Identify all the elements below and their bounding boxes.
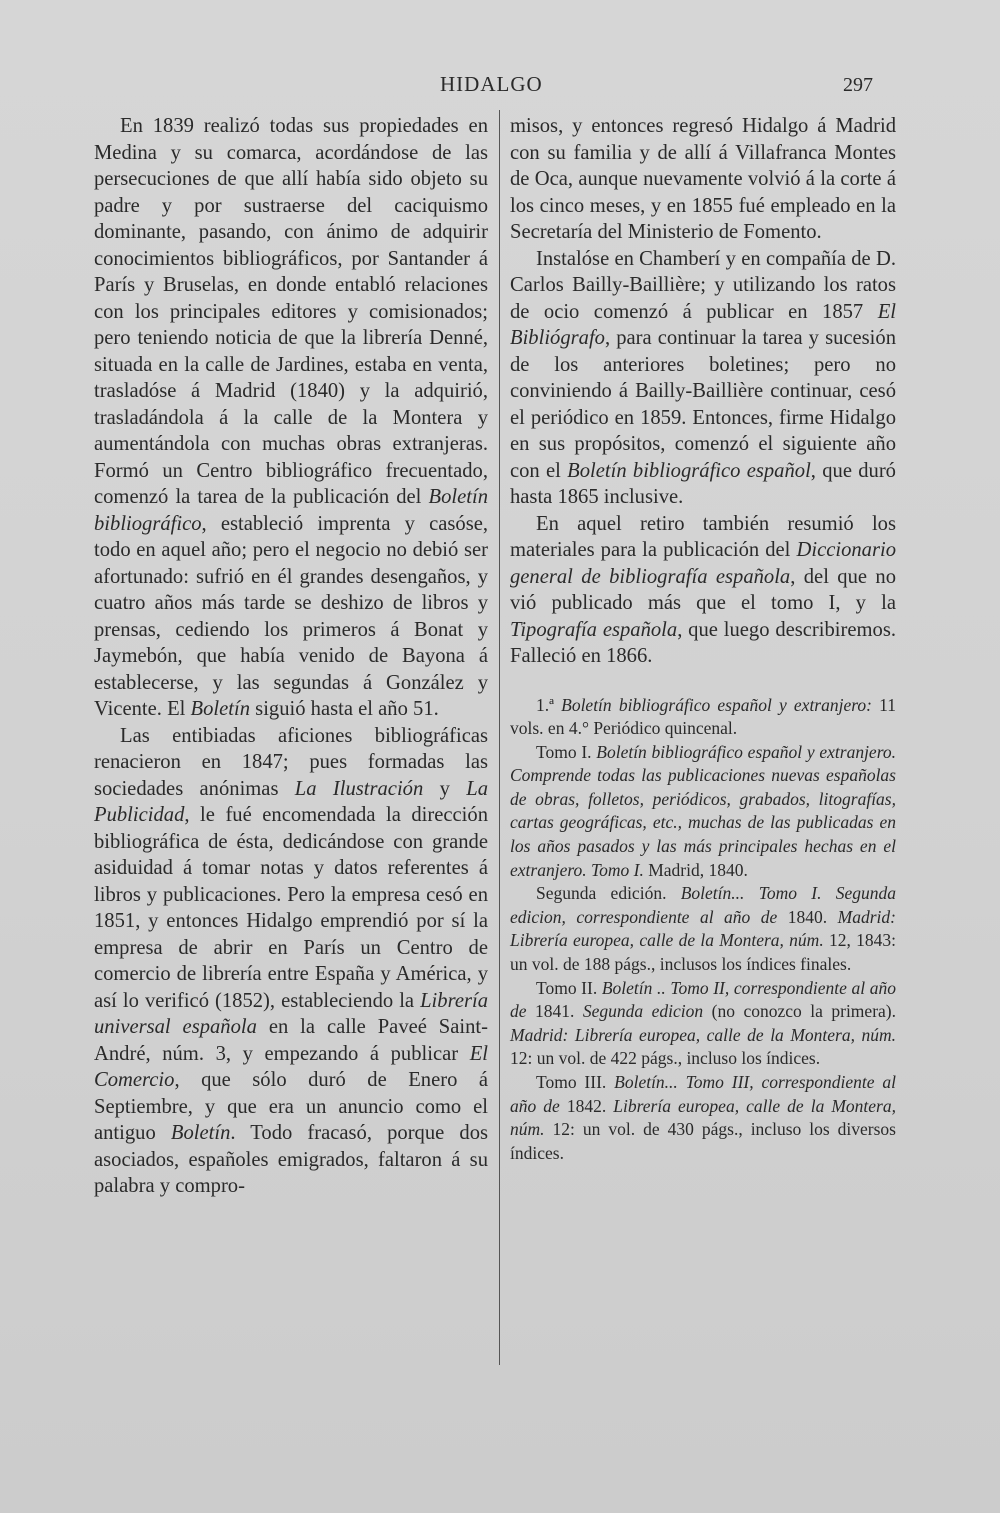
left-column [94,113,488,1200]
paragraph: Las entibiadas aficiones bibliográficas renacieron en 1847; pues formadas las sociedades anónimas La Ilustración y La Publicidad, le fué encomendada la dirección bibliográfica de ésta, dedicándose con grande asiduidad á tomar notas y datos referentes á libros y publicaciones. Pero la empresa cesó en 1851, y entonces Hidalgo emprendió por sí la empresa de abrir en París un Centro de comercio de librería entre España y América, y así lo verificó (1852), estableciendo la Librería universal española en la calle Paveé Saint-André, núm. 3, y empezando á publicar El Comercio, que sólo duró de Enero á Septiembre, y que era un anuncio como el antiguo Boletín. Todo fracasó, porque dos asociados, españoles emigrados, faltaron á su palabra y compro- [94,724,489,1197]
right-column [510,113,896,1165]
page-number: 297 [843,74,873,96]
bibliography-notes [510,694,896,1166]
note-entry: Tomo I. Boletín bibliográfico español y extranjero. Comprende todas las publicaciones nuevas españolas de obras, folletos, periódicos, grabados, litografías, cartas geográficas, etc., muchas de las publicadas en los años pasados y las más principales hechas en el extranjero. Tomo I. Madrid, 1840. [510,741,896,880]
paragraph: misos, y entonces regresó Hidalgo á Madrid con su familia y de allí á Villafranca Montes de Oca, aunque nuevamente volvió á la corte á los cinco meses, y en 1855 fué empleado en la Secretaría del Ministerio de Fomento. [510,115,896,243]
running-title: HIDALGO [440,72,543,96]
note-entry: Tomo III. Boletín... Tomo III, correspondiente al año de 1842. Librería europea, calle de la Montera, núm. 12: un vol. de 430 págs., incluso los diversos índices. [510,1072,896,1163]
paragraph: Instalóse en Chamberí y en compañía de D. Carlos Bailly-Baillière; y utilizando los ratos de ocio comenzó á publicar en 1857 El Bibliógrafo, para continuar la tarea y sucesión de los anteriores boletines; pero no conviniendo á Bailly-Baillière continuar, cesó el periódico en 1859. Entonces, firme Hidalgo en sus propósitos, comenzó el siguiente año con el Boletín bibliográfico español, que duró hasta 1865 inclusive. [510,247,896,508]
note-entry: Tomo II. Boletín .. Tomo II, correspondiente al año de 1841. Segunda edicion (no conozco la primera). Madrid: Librería europea, calle de la Montera, núm. 12: un vol. de 422 págs., incluso los índices. [510,977,896,1069]
paragraph: En 1839 realizó todas sus propiedades en Medina y su comarca, acordándose de las persecuciones de que allí había sido objeto su padre y por sustraerse del caciquismo dominante, pasando, con ánimo de adquirir conocimientos bibliográficos, por Santander á París y Bruselas, en donde entabló relaciones con los principales editores y comisionados; pero teniendo noticia de que la librería Denné, situada en la calle de Jardines, estaba en venta, trasladóse á Madrid (1840) y la adquirió, trasladándola á la calle de la Montera y aumentándola con muchas obras extranjeras. Formó un Centro bibliográfico frecuentado, comenzó la tarea de la publicación del Boletín bibliográfico, estableció imprenta y casóse, todo en aquel año; pero el negocio no debió ser afortunado: sufrió en él grandes desengaños, y cuatro años más tarde se deshizo de libros y prensas, cediendo los primeros á Bonat y Jaymebón, que había venido de Bayona á establecerse, y las segundas á González y Vicente. El Boletín siguió hasta el año 51. [94,115,488,720]
running-head [0,72,1000,102]
paragraph: En aquel retiro también resumió los materiales para la publicación del Diccionario general de bibliografía española, del que no vió publicado más que el tomo I, y la Tipografía española, que luego describiremos. Falleció en 1866. [510,512,896,667]
note-entry: Segunda edición. Boletín... Tomo I. Segunda edicion, correspondiente al año de 1840. Madrid: Librería europea, calle de la Montera, núm. 12, 1843: un vol. de 188 págs., inclusos los índices finales. [510,883,896,975]
note-entry: 1.ª Boletín bibliográfico español y extranjero: 11 vols. en 4.° Periódico quincenal. [510,694,896,739]
column-rule [499,110,500,1365]
